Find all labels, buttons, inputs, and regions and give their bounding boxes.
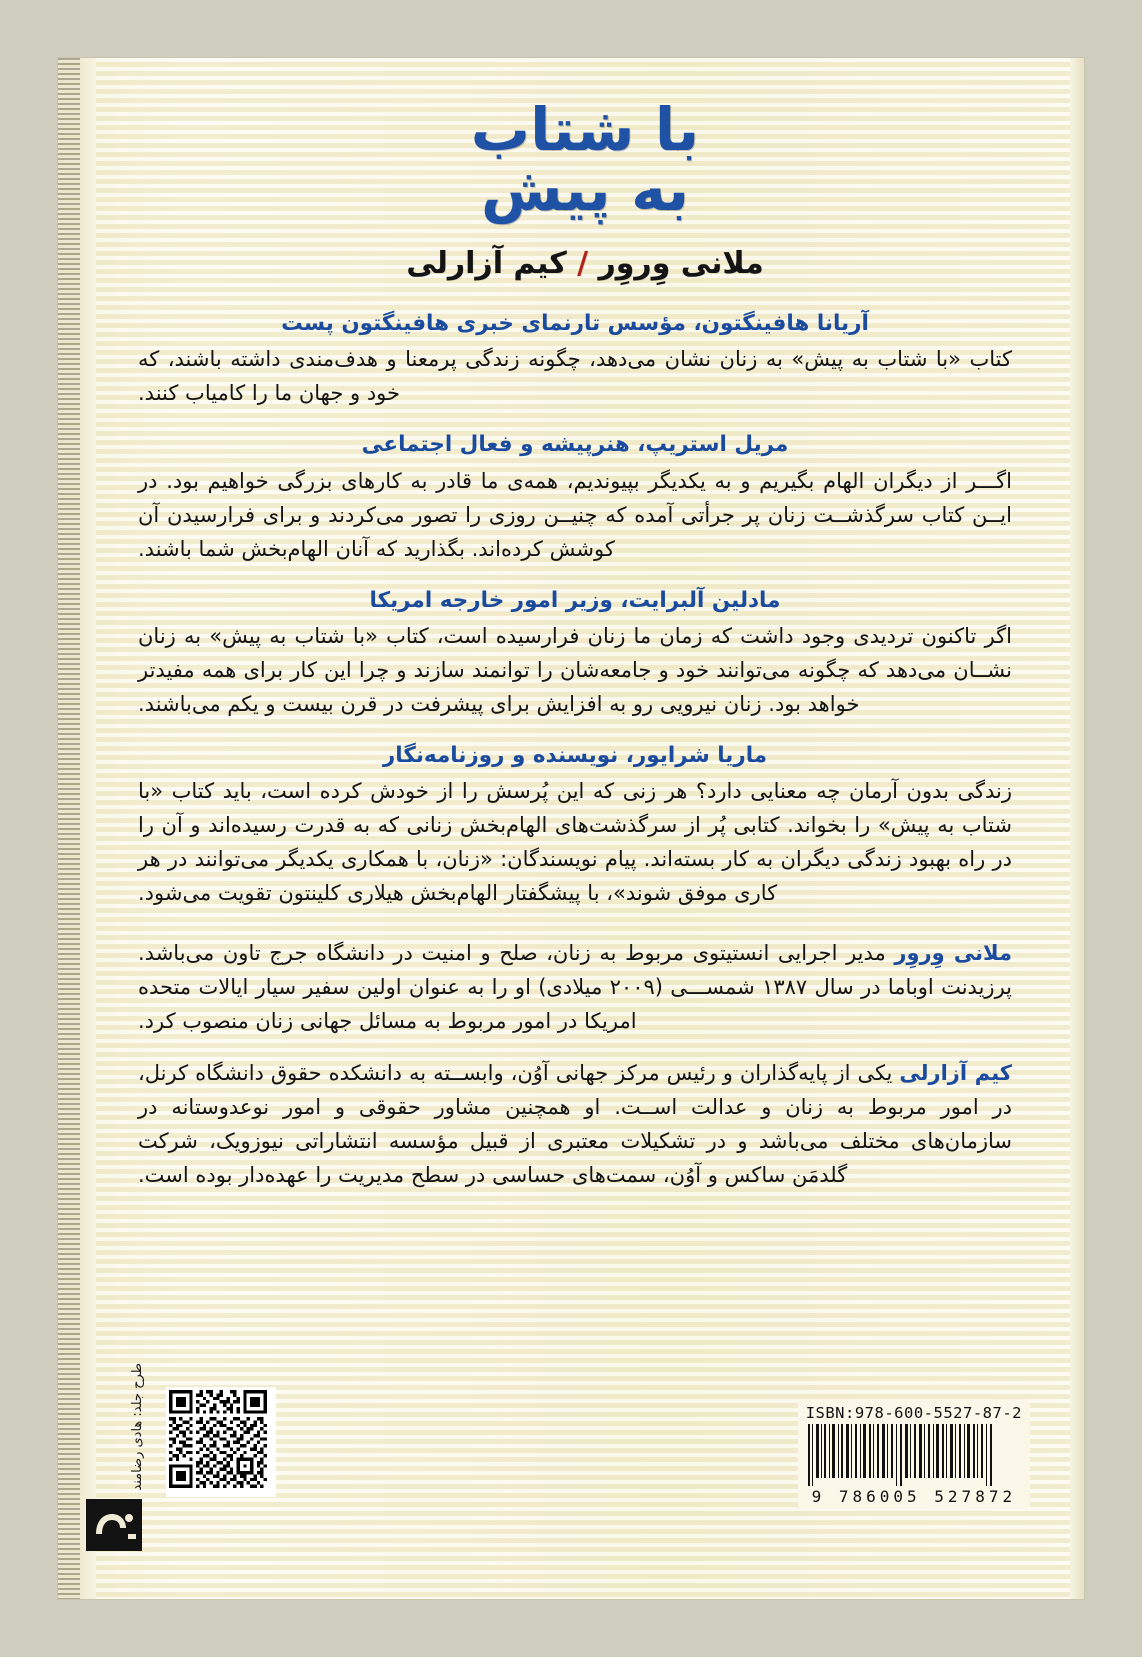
endorsement-item [138,309,1012,410]
book-title-line-1: با شتاب [470,95,700,164]
endorsement-item [138,741,1012,910]
isbn-barcode [798,1399,1030,1509]
right-edge-strip [1070,58,1084,1599]
book-title [104,95,1066,225]
endorsement-attribution: آریانا هافینگتون، مؤسس تارنمای خبری هافینگتون پست [281,311,869,337]
author-bio-item [138,936,1012,1038]
author-bio-name: ملانی وِروِر [894,940,1012,965]
endorsement-item [138,430,1012,565]
author-line [104,246,1066,281]
author-bio-list [104,936,1066,1192]
cover-footer [68,1315,1056,1535]
endorsement-item [138,586,1012,721]
author-bio-item [138,1056,1012,1192]
endorsement-text: زندگی بدون آرمان چه معنایی دارد؟ هر زنی که این پُرسش را از خودش کرده است، باید کتاب «با شتاب به پیش» را بخواند. کتابی پُر از سرگذشت‌های الهام‌بخش زنانی که به قدرت رسیده‌اند و آن را در راه بهبود زندگی دیگران به کار بسته‌اند. پیام نویسندگان: «زنان، با همکاری یکدیگر می‌توانند در هر کاری موفق شوند»، با پیشگفتار الهام‌بخش هیلاری کلینتون تقویت می‌شود. [138,778,1012,905]
qr-code-svg [169,1390,267,1488]
publisher-logo [86,1499,142,1551]
author-bio-text: یکی از پایه‌گذاران و رئیس مرکز جهانی آوُن، وابســته به دانشکده حقوق دانشگاه کرنل، در امور مربوط به زنان و عدالت اســت. او همچنین مشاور حقوقی و امور نوعدوستانه در سازمان‌های مختلف می‌باشد و در تشکیلات معتبری از قبیل مؤسسه انتشاراتی نیوزویک، شرکت گلدمَن ساکس و آوُن، سمت‌های حساسی در سطح مدیریت را عهده‌دار بوده است. [138,1060,1012,1187]
author-bio-text: مدیر اجرایی انستیتوی مربوط به زنان، صلح و امنیت در دانشگاه جرج تاون می‌باشد. پرزیدنت اوباما در سال ۱۳۸۷ شمســـی (۲۰۰۹ میلادی) او را به عنوان اولین سفیر سیار ایالات متحده امریکا در امور مربوط به مسائل جهانی زنان منصوب کرد. [138,940,1012,1033]
isbn-number: ISBN:978-600-5527-87-2 [805,1404,1022,1422]
endorsement-text: کتاب «با شتاب به پیش» به زنان نشان می‌دهد، چگونه زندگی پرمعنا و هدف‌مندی داشته باشند، که خود و جهان ما را کامیاب کنند. [138,347,1012,406]
endorsement-attribution: مریل استریپ، هنرپیشه و فعال اجتماعی [361,432,789,458]
cover-paper-frame [58,58,1084,1599]
endorsement-text: اگـــر از دیگران الهام بگیریم و به یکدیگر بپیوندیم، همه‌ی ما قادر به کارهای بزرگی خواهیم بود. در ایــن کتاب سرگذشــت زنان پر جرأتی آمده که چنیــن روزی را تصور می‌کردند و برای فرارسیدن آن کوشش کرده‌اند. بگذارید که آنان الهام‌بخش شما باشند. [138,468,1012,561]
barcode-number: 9 786005 527872 [811,1487,1017,1506]
qr-code-icon[interactable] [166,1387,276,1497]
endorsement-list [104,309,1066,910]
author-bio-name: کیم آزارلی [899,1060,1012,1085]
book-title-line-2: به پیش [480,155,690,225]
endorsement-attribution: ماریا شرایور، نویسنده و روزنامه‌نگار [382,742,768,768]
author-name-left: کیم آزارلی [406,246,567,282]
endorsement-attribution: مادلین آلبرایت، وزیر امور خارجه امریکا [369,587,781,613]
barcode-svg [806,1424,996,1486]
author-name-right: ملانی وِروِر [598,246,764,282]
author-separator: / [566,246,599,282]
cover-designer-credit: طرح جلد: هادی رضامند [130,1363,145,1491]
barcode-bars [806,1424,1022,1486]
endorsement-text: اگر تاکنون تردیدی وجود داشت که زمان ما زنان فرارسیده است، کتاب «با شتاب به پیش» به زنان نشــان می‌دهد که چگونه می‌توانند خود و جامعه‌شان را توانمند سازند و چرا این کار برای همه مفیدتر خواهد بود. زنان نیرویی رو به افزایش برای پیشرفت در قرن بیست و یکم می‌باشند. [138,623,1012,716]
title-block [104,58,1066,281]
publisher-logo-mark [90,1504,138,1546]
